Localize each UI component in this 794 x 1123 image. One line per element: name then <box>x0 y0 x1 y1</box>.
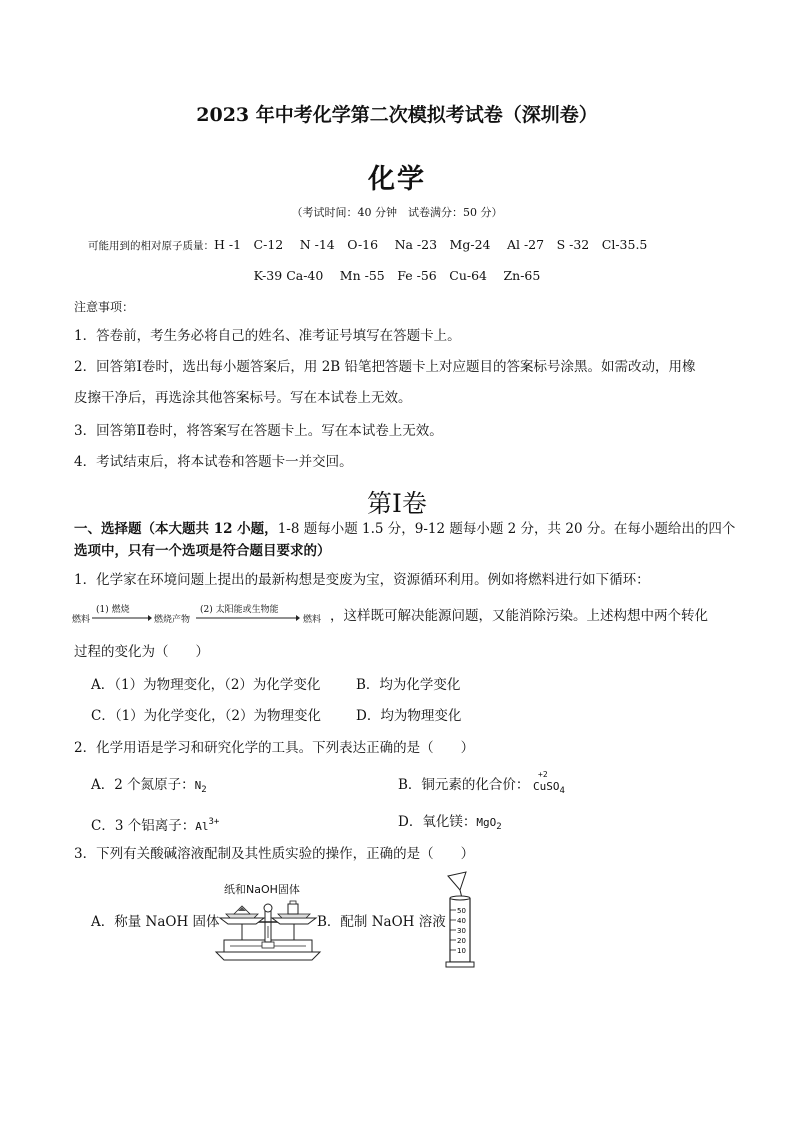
cylinder-mark-label: 20 <box>457 937 466 945</box>
notes-heading: 注意事项： <box>74 300 135 314</box>
q2-option-c-sup: 3+ <box>208 817 220 827</box>
flow-product: 燃烧产物 <box>154 615 191 625</box>
q1-option-c: C．（1）为化学变化，（2）为物理变化 <box>91 708 322 724</box>
q2-option-a <box>91 776 207 799</box>
q2-option-b-charge: +2 <box>538 770 548 779</box>
q2-option-a-formula: N <box>194 779 202 792</box>
q3-stem: 3．下列有关酸碱溶液配制及其性质实验的操作，正确的是（ ） <box>74 846 475 862</box>
atomic-masses-values-1: H -1 C-12 N -14 O-16 Na -23 Mg-24 Al -27 S -32 Cl-35.5 <box>214 237 648 252</box>
flow-arrow2-label: (2) 太阳能或生物能 <box>200 605 279 615</box>
note-item-2-cont: 皮擦干净后，再选涂其他答案标号。写在本试卷上无效。 <box>74 390 412 406</box>
cylinder-mark-label: 50 <box>457 907 466 915</box>
exam-title: 2023 年中考化学第二次模拟考试卷（深圳卷） <box>196 104 598 126</box>
q2-option-b-label: B．铜元素的化合价： <box>398 777 530 793</box>
q3-option-b: B．配制 NaOH 溶液 <box>317 914 446 930</box>
q1-flow <box>72 600 332 628</box>
q3-option-a: A．称量 NaOH 固体 <box>91 914 220 930</box>
section-intro-prefix: 一、选择题（ <box>74 521 155 537</box>
section-intro-bold: 本大题共 12 小题， <box>155 521 278 537</box>
q2-option-a-label: A．2 个氮原子： <box>91 777 195 793</box>
note-item-1: 1．答卷前，考生务必将自己的姓名、准考证号填写在答题卡上。 <box>74 328 461 344</box>
q2-option-c-label: C．3 个铝离子： <box>91 818 196 834</box>
q2-stem: 2．化学用语是学习和研究化学的工具。下列表达正确的是（ ） <box>74 740 475 756</box>
q1-stem-line3: 过程的变化为（ ） <box>74 644 209 660</box>
flow-arrow2-icon <box>196 614 300 622</box>
note-item-2: 2．回答第Ⅰ卷时，选出每小题答案后，用 2B 铅笔把答题卡上对应题目的答案标号涂黑。如需改动，用橡 <box>74 359 696 375</box>
q2-option-b-sub: 4 <box>559 786 565 796</box>
note-item-3: 3．回答第Ⅱ卷时，将答案写在答题卡上。写在本试卷上无效。 <box>74 423 443 439</box>
q2-option-d-label: D．氧化镁： <box>398 814 477 830</box>
q2-option-d <box>398 813 502 836</box>
q1-option-b: B．均为化学变化 <box>356 677 461 693</box>
section-intro-rest: 1-8 题每小题 1.5 分，9-12 题每小题 2 分，共 20 分。在每小题给出的四个 <box>277 521 736 537</box>
flow-arrow1-label: (1) 燃烧 <box>96 605 130 615</box>
note-item-4: 4．考试结束后，将本试卷和答题卡一并交回。 <box>74 454 353 470</box>
balance-caption: 纸和NaOH固体 <box>224 883 300 896</box>
cylinder-mark-label: 10 <box>457 947 466 955</box>
cylinder-mark-label: 40 <box>457 917 466 925</box>
q2-option-c-formula: Al <box>195 820 209 833</box>
time-info: （考试时间：40 分钟 试卷满分：50 分） <box>291 206 503 219</box>
subject-title: 化学 <box>368 164 426 195</box>
q1-option-a: A．（1）为物理变化，（2）为化学变化 <box>91 677 321 693</box>
cylinder-mark-label: 30 <box>457 927 466 935</box>
balance-scale-image <box>212 894 324 964</box>
atomic-masses-line1 <box>88 235 647 253</box>
section-intro-line2: 选项中，只有一个选项是符合题目要求的） <box>74 543 331 559</box>
q2-option-d-sub: 2 <box>496 822 502 832</box>
q1-stem-cont: ，这样既可解决能源问题，又能消除污染。上述构想中两个转化 <box>330 608 708 624</box>
q2-option-d-formula: MgO <box>476 816 497 829</box>
graduated-cylinder-image <box>440 870 480 970</box>
flow-fuel: 燃料 <box>72 615 91 625</box>
flow-fuel2: 燃料 <box>303 615 322 625</box>
section-title: 第Ⅰ卷 <box>367 489 427 518</box>
q2-option-b-formula-main: CuSO <box>533 780 560 793</box>
q2-option-c <box>91 813 219 836</box>
q2-option-b <box>398 776 529 794</box>
atomic-masses-label: 可能用到的相对原子质量： <box>88 240 214 252</box>
q2-option-a-sub: 2 <box>201 785 207 795</box>
flow-arrow1-icon <box>92 614 152 622</box>
q1-option-d: D．均为物理变化 <box>356 708 462 724</box>
q1-stem: 1．化学家在环境问题上提出的最新构想是变废为宝，资源循环利用。例如将燃料进行如下循环： <box>74 572 650 588</box>
q2-option-b-formula <box>533 780 565 796</box>
section-intro <box>74 520 735 538</box>
atomic-masses-line2: K-39 Ca-40 Mn -55 Fe -56 Cu-64 Zn-65 <box>253 268 541 283</box>
